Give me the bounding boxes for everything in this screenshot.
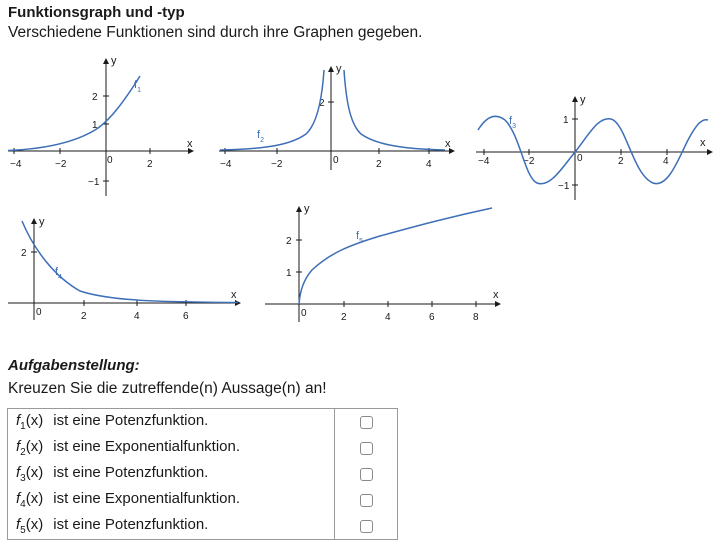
- y-tick-label: 2: [21, 248, 27, 259]
- x-tick-label: 6: [183, 311, 189, 322]
- y-axis-label: y: [39, 216, 45, 228]
- x-tick-label: −2: [55, 159, 67, 170]
- y-tick-label: −1: [88, 177, 100, 188]
- y-axis-label: y: [336, 63, 342, 75]
- x-axis-label: x: [493, 289, 499, 301]
- x-tick-label: 0: [333, 155, 339, 166]
- x-axis-label: x: [187, 138, 193, 150]
- statements-table: [7, 408, 398, 540]
- x-axis-label: x: [231, 289, 237, 301]
- checkbox-1[interactable]: [360, 416, 373, 429]
- graph-f5: [0, 0, 520, 330]
- x-tick-label: 2: [81, 311, 87, 322]
- function-name: $f_1$: [16, 412, 26, 432]
- x-tick-label: 8: [473, 312, 479, 323]
- checkbox-4[interactable]: [360, 494, 373, 507]
- task-instruction: Kreuzen Sie die zutreffende(n) Aussage(n) an!: [8, 380, 327, 397]
- table-row: [8, 409, 398, 436]
- curve-f5: [299, 208, 492, 304]
- x-axis-label: x: [700, 137, 706, 149]
- statement-text: $f_3(x)$ ist eine Potenzfunktion.: [8, 461, 335, 487]
- function-name: $f_2$: [16, 438, 26, 458]
- function-label: $f_5$: [356, 230, 363, 245]
- y-tick-label: 1: [92, 120, 98, 131]
- x-tick-label: 2: [376, 159, 382, 170]
- function-name: $f_3$: [16, 464, 26, 484]
- y-tick-label: −1: [558, 181, 570, 192]
- x-tick-label: 2: [147, 159, 153, 170]
- statement-text: $f_1(x)$ ist eine Potenzfunktion.: [8, 409, 335, 436]
- x-tick-label: 2: [618, 156, 624, 167]
- statement-text: $f_4(x)$ ist eine Exponentialfunktion.: [8, 487, 335, 513]
- table-row: [8, 487, 398, 513]
- function-label: $f_2$: [257, 129, 264, 144]
- function-label: $f_1$: [134, 79, 141, 94]
- y-tick-label: 2: [319, 98, 325, 109]
- page-subtitle: Verschiedene Funktionen sind durch ihre Graphen gegeben.: [8, 24, 423, 41]
- x-tick-label: −2: [523, 156, 535, 167]
- x-tick-label: −4: [478, 156, 490, 167]
- statement-text: $f_2(x)$ ist eine Exponentialfunktion.: [8, 435, 335, 461]
- function-name: $f_4$: [16, 490, 26, 510]
- y-tick-label: 1: [286, 268, 292, 279]
- y-axis-label: y: [304, 203, 310, 215]
- table-row: [8, 461, 398, 487]
- y-axis-label: y: [111, 55, 117, 67]
- x-axis-label: x: [445, 138, 451, 150]
- statement-text: $f_5(x)$ ist eine Potenzfunktion.: [8, 513, 335, 540]
- x-tick-label: −4: [220, 159, 232, 170]
- function-label: $f_4$: [55, 266, 62, 281]
- table-row: [8, 435, 398, 461]
- x-tick-label: 0: [36, 307, 42, 318]
- checkbox-5[interactable]: [360, 520, 373, 533]
- x-tick-label: −4: [10, 159, 22, 170]
- x-tick-label: 4: [426, 159, 432, 170]
- y-axis-label: y: [580, 94, 586, 106]
- y-tick-label: 1: [563, 115, 569, 126]
- page-title: Funktionsgraph und -typ: [8, 4, 185, 21]
- task-heading: Aufgabenstellung:: [8, 357, 140, 374]
- x-tick-label: 6: [429, 312, 435, 323]
- x-tick-label: 4: [663, 156, 669, 167]
- checkbox-3[interactable]: [360, 468, 373, 481]
- x-tick-label: 2: [341, 312, 347, 323]
- x-tick-label: 0: [301, 308, 307, 319]
- function-label: $f_3$: [509, 115, 516, 130]
- table-row: [8, 513, 398, 540]
- y-tick-label: 2: [286, 236, 292, 247]
- x-tick-label: 4: [134, 311, 140, 322]
- x-tick-label: −2: [271, 159, 283, 170]
- x-tick-label: 4: [385, 312, 391, 323]
- y-tick-label: 2: [92, 92, 98, 103]
- function-name: $f_5$: [16, 516, 26, 536]
- x-tick-label: 0: [577, 153, 583, 164]
- x-tick-label: 0: [107, 155, 113, 166]
- checkbox-2[interactable]: [360, 442, 373, 455]
